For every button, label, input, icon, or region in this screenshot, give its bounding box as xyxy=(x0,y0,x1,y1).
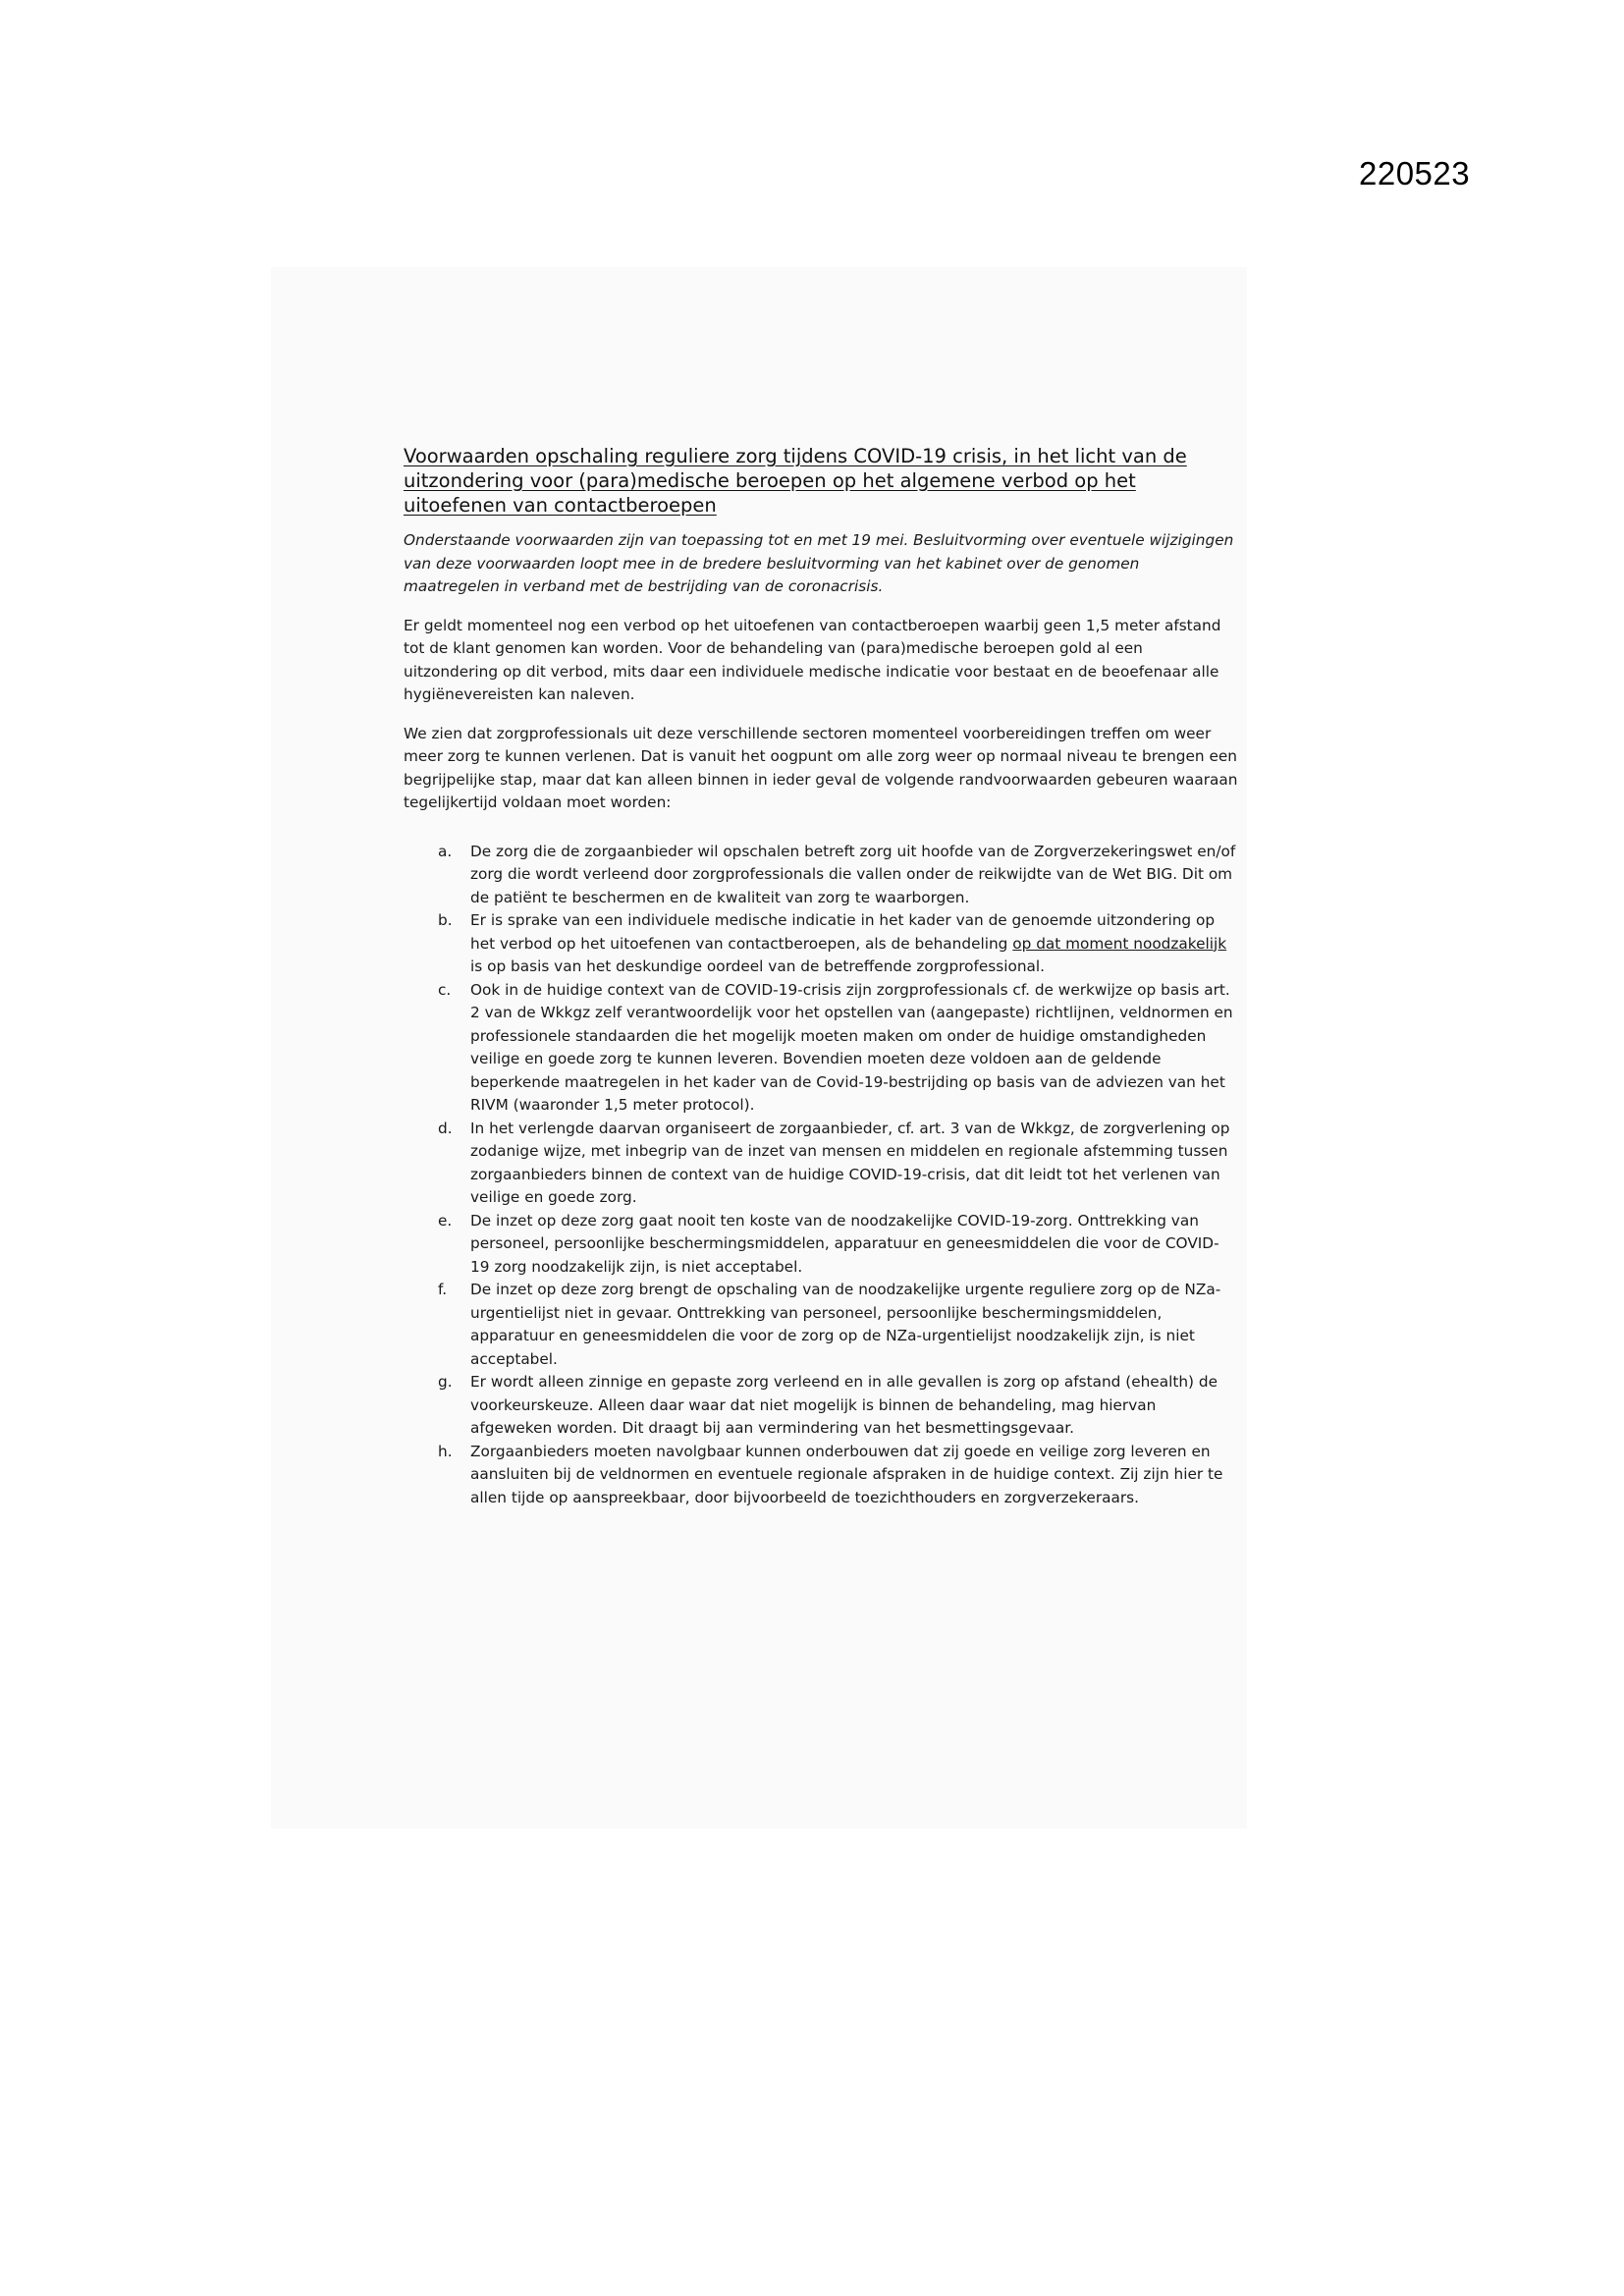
condition-text-part: Er is sprake van een individuele medische indicatie in het kader van de genoemde uitzondering op het verbod op het uitoefenen van contactberoepen, als de behandeling xyxy=(470,911,1216,953)
document-number: 220523 xyxy=(1359,155,1471,191)
condition-text: Zorgaanbieders moeten navolgbaar kunnen onderbouwen dat zij goede en veilige zorg leveren en aansluiten bij de veldnormen en eventuele regionale afspraken in de huidige context. Zij zijn hier te allen tijde op aanspreekbaar, door bijvoorbeeld de toezichthouders en zorgverzekeraars. xyxy=(470,1442,1223,1506)
condition-item xyxy=(438,979,1238,1118)
condition-letter: h. xyxy=(438,1442,453,1460)
condition-letter: b. xyxy=(438,911,453,929)
condition-item xyxy=(438,1210,1238,1280)
underlined-emphasis: op dat moment noodzakelijk xyxy=(1012,934,1227,953)
document-title: Voorwaarden opschaling reguliere zorg tijdens COVID-19 crisis, in het licht van de uitzondering voor (para)medische beroepen op het algemene verbod op het uitoefenen van contactberoepen xyxy=(404,445,1187,517)
condition-item xyxy=(438,1118,1238,1210)
paragraph-preconditions: We zien dat zorgprofessionals uit deze verschillende sectoren momenteel voorbereidingen treffen om weer meer zorg te kunnen verlenen. Dat is vanuit het oogpunt om alle zorg weer op normaal niveau te brengen een begrijpelijke stap, maar dat kan alleen binnen in ieder geval de volgende randvoorwaarden gebeuren waaraan tegelijkertijd voldaan moet worden: xyxy=(404,724,1238,811)
condition-text: De inzet op deze zorg gaat nooit ten koste van de noodzakelijke COVID-19-zorg. Onttrekking van personeel, persoonlijke beschermingsmiddelen, apparatuur en geneesmiddelen die voor de COVID-19 zorg noodzakelijk zijn, is niet acceptabel. xyxy=(470,1211,1219,1276)
condition-letter: g. xyxy=(438,1373,453,1391)
condition-text xyxy=(470,909,1238,979)
condition-item xyxy=(438,1371,1238,1441)
condition-text: Ook in de huidige context van de COVID-19-crisis zijn zorgprofessionals cf. de werkwijze op basis art. 2 van de Wkkgz zelf verantwoordelijk voor het opstellen van (aangepaste) richtlijnen, veldnormen en professionele standaarden die het mogelijk moeten maken om onder de huidige omstandigheden veilige en goede zorg te kunnen leveren. Bovendien moeten deze voldoen aan de geldende beperkende maatregelen in het kader van de Covid-19-bestrijding op basis van de adviezen van het RIVM (waaronder 1,5 meter protocol). xyxy=(470,980,1233,1114)
condition-letter: d. xyxy=(438,1119,453,1137)
condition-item xyxy=(438,1441,1238,1510)
condition-item xyxy=(438,841,1238,910)
condition-text: De inzet op deze zorg brengt de opschaling van de noodzakelijke urgente reguliere zorg op de NZa-urgentielijst niet in gevaar. Onttrekking van personeel, persoonlijke beschermingsmiddelen, apparatuur en geneesmiddelen die voor de zorg op de NZa-urgentielijst noodzakelijk zijn, is niet acceptabel. xyxy=(470,1281,1221,1368)
paragraph-contact-ban: Er geldt momenteel nog een verbod op het uitoefenen van contactberoepen waarbij geen 1,5 meter afstand tot de klant genomen kan worden. Voor de behandeling van (para)medische beroepen gold al een uitzondering op dit verbod, mits daar een individuele medische indicatie voor bestaat en de beoefenaar alle hygiënevereisten kan naleven. xyxy=(404,616,1221,703)
conditions-list xyxy=(404,841,1238,1510)
condition-text: In het verlengde daarvan organiseert de zorgaanbieder, cf. art. 3 van de Wkkgz, de zorgverlening op zodanige wijze, met inbegrip van de inzet van mensen en middelen en regionale afstemming tussen zorgaanbieders binnen de context van de huidige COVID-19-crisis, dat dit leidt tot het verlenen van veilige en goede zorg. xyxy=(470,1119,1230,1206)
condition-text: De zorg die de zorgaanbieder wil opschalen betreft zorg uit hoofde van de Zorgverzekeringswet en/of zorg die wordt verleend door zorgprofessionals die vallen onder de reikwijdte van de Wet BIG. Dit om de patiënt te beschermen en de kwaliteit van zorg te waarborgen. xyxy=(470,842,1236,906)
condition-item xyxy=(438,1279,1238,1371)
condition-text-part: is op basis van het deskundige oordeel van de betreffende zorgprofessional. xyxy=(470,957,1046,975)
intro-note: Onderstaande voorwaarden zijn van toepassing tot en met 19 mei. Besluitvorming over eventuele wijzigingen van deze voorwaarden loopt mee in de bredere besluitvorming van het kabinet over de genomen maatregelen in verband met de bestrijding van de coronacrisis. xyxy=(404,531,1234,595)
condition-text: Er wordt alleen zinnige en gepaste zorg verleend en in alle gevallen is zorg op afstand (ehealth) de voorkeurskeuze. Alleen daar waar dat niet mogelijk is binnen de behandeling, mag hiervan afgeweken worden. Dit draagt bij aan vermindering van het besmettingsgevaar. xyxy=(470,1373,1218,1437)
condition-letter: a. xyxy=(438,842,453,860)
condition-letter: c. xyxy=(438,980,452,999)
condition-letter: e. xyxy=(438,1211,453,1230)
document-body xyxy=(404,444,1238,1509)
condition-item xyxy=(438,909,1238,979)
condition-letter: f. xyxy=(438,1281,448,1298)
